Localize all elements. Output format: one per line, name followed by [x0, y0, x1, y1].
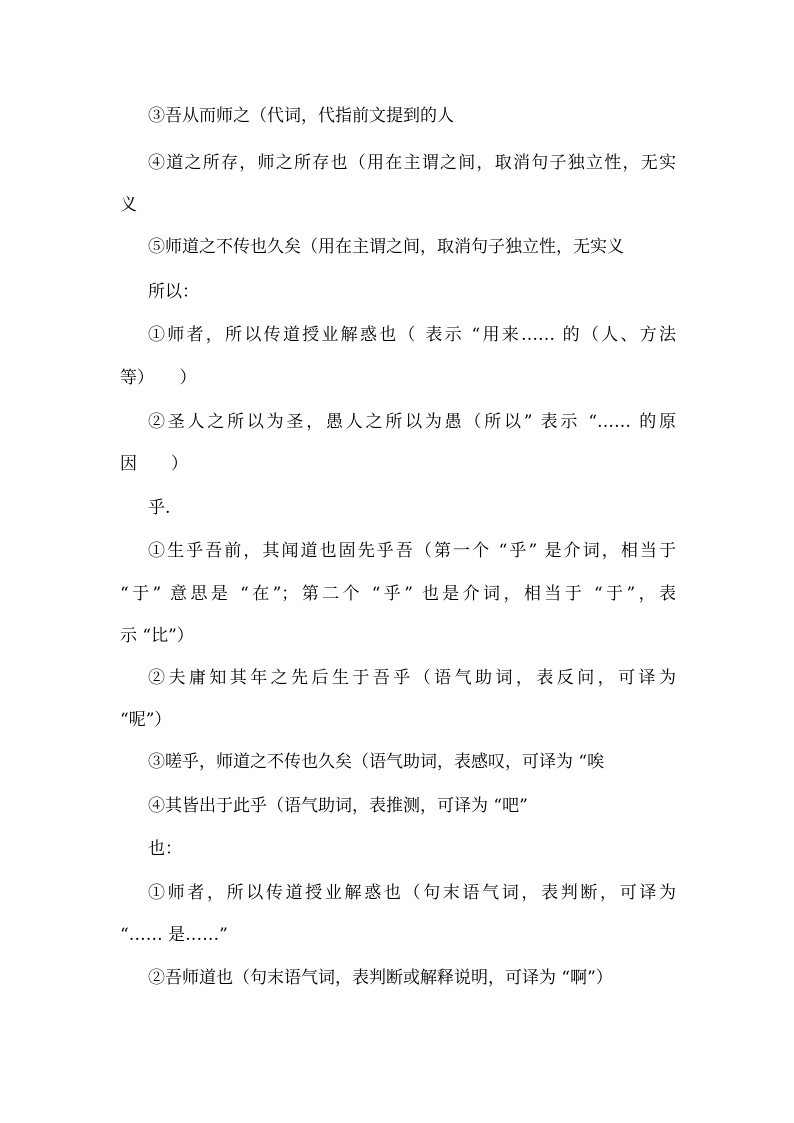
- text-line: ①生乎吾前，其闻道也固先乎吾（第一个 “乎” 是介词，相当于: [148, 541, 676, 561]
- text-line: 等） ）: [120, 368, 197, 388]
- text-line: “于” 意思是 “在”；第二个 “乎” 也是介词，相当于 “于”，表: [120, 584, 676, 604]
- text-line: 示 “比”）: [120, 626, 194, 646]
- text-line: ④其皆出于此乎（语气助词，表推测，可译为 “吧”: [148, 796, 528, 816]
- text-line: ①师者，所以传道授业解惑也（句末语气词，表判断，可译为: [148, 883, 676, 903]
- section-heading: 也：: [148, 839, 182, 859]
- text-line: ③嗟乎，师道之不传也久矣（语气助词，表感叹，可译为 “唉: [148, 752, 605, 772]
- text-line: ⑤师道之不传也久矣（用在主谓之间，取消句子独立性，无实义: [148, 237, 624, 257]
- text-line: ④道之所存，师之所存也（用在主谓之间，取消句子独立性，无实: [148, 153, 676, 173]
- section-heading: 乎.: [148, 498, 171, 518]
- text-line: ③吾从而师之（代词，代指前文提到的人: [148, 106, 454, 126]
- text-line: “…… 是……”: [120, 925, 228, 945]
- text-line: ②吾师道也（句末语气词，表判断或解释说明，可译为 “啊”）: [148, 968, 613, 988]
- text-line: 义: [120, 195, 137, 215]
- text-line: ②夫庸知其年之先后生于吾乎（语气助词，表反问，可译为: [148, 668, 676, 688]
- text-line: ①师者，所以传道授业解惑也（ 表示 “用来…… 的（人、方法: [148, 325, 676, 345]
- section-heading: 所以：: [148, 282, 199, 302]
- text-line: 因 ）: [120, 454, 188, 474]
- text-line: ②圣人之所以为圣，愚人之所以为愚（所以” 表示 “…… 的原: [148, 412, 676, 432]
- text-line: “呢”）: [120, 710, 172, 730]
